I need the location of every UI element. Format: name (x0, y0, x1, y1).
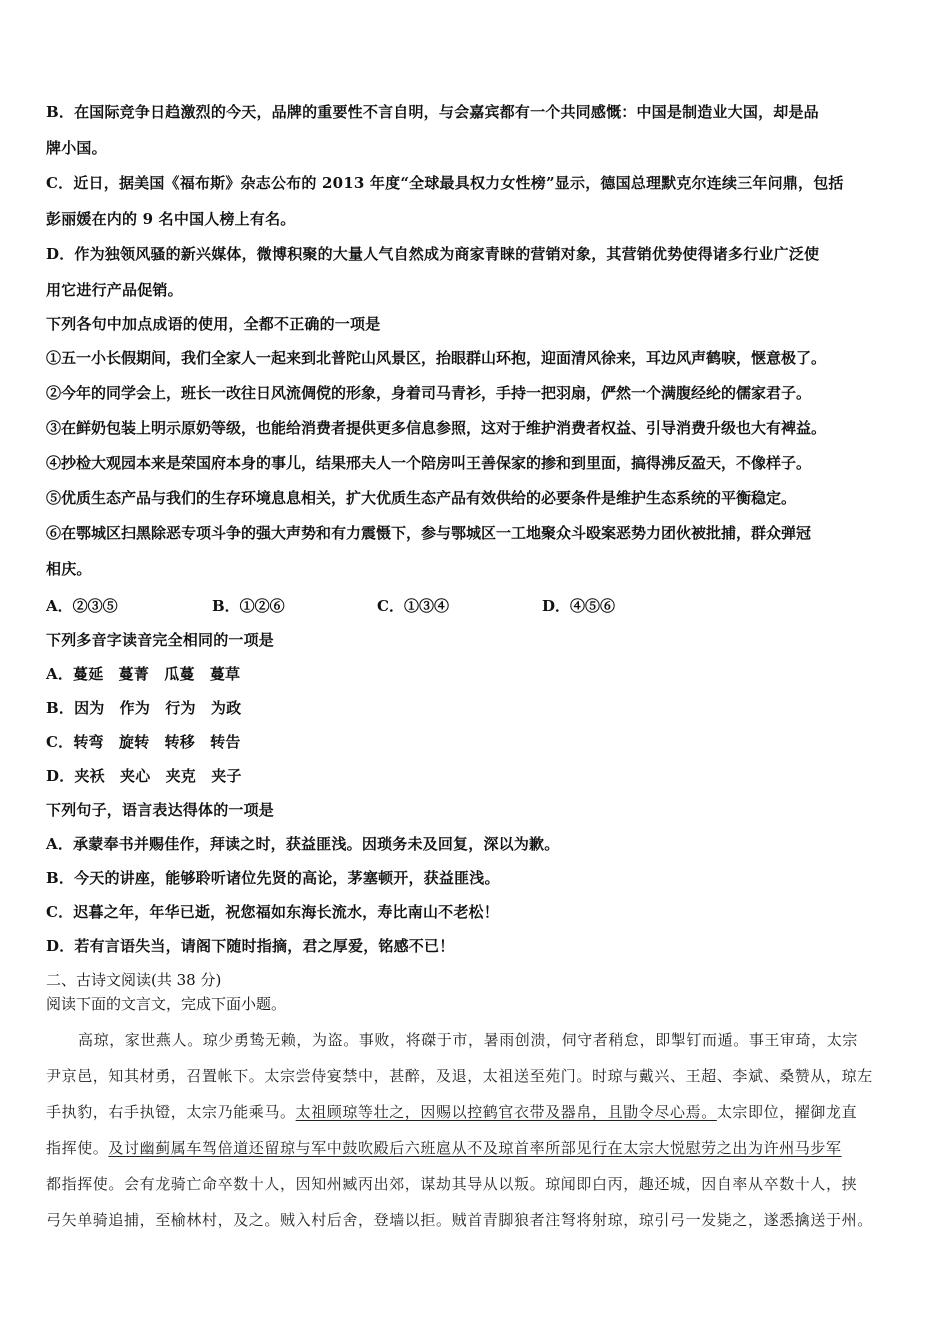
classical-text-line1: 高琼，家世燕人。琼少勇鸷无赖，为盗。事败，将磔于市，暑雨创溃，伺守者稍怠，即掣钉而遁。事王审琦，太宗 (78, 1031, 859, 1049)
section-2-title: 二、古诗文阅读(共 38 分) (46, 971, 222, 989)
classical-text-line4 (46, 1138, 918, 1158)
pinyin-question-stem: 下列多音字读音完全相同的一项是 (46, 631, 275, 649)
option-d-line2: 用它进行产品促销。 (46, 281, 183, 299)
underlined-sentence-1: 太祖顾琼等壮之，因赐以控鹤官衣带及器帛，且勖令尽心焉。 (295, 1103, 717, 1121)
expression-option-b[interactable]: B．今天的讲座，能够聆听诸位先贤的高论，茅塞顿开，获益匪浅。 (46, 869, 500, 887)
option-d-line1: D．作为独领风骚的新兴媒体，微博积聚的大量人气自然成为商家青睐的营销对象，其营销优势使得诸多行业广泛使 (46, 245, 820, 263)
option-c-line1: C．近日，据美国《福布斯》杂志公布的 2013 年度“全球最具权力女性榜”显示，德国总理默克尔连续三年问鼎，包括 (46, 174, 844, 192)
idiom-sentence-6-line2: 相庆。 (46, 560, 92, 578)
idiom-sentence-2: ②今年的同学会上，班长一改往日风流倜傥的形象，身着司马青衫，手持一把羽扇，俨然一个满腹经纶的儒家君子。 (46, 384, 812, 402)
classical-text-line3-a: 手执豹，右手执镫，太宗乃能乘马。 (46, 1103, 296, 1121)
pinyin-option-d[interactable]: D．夹袄 夹心 夹克 夹子 (46, 767, 242, 785)
idiom-sentence-5: ⑤优质生态产品与我们的生存环境息息相关，扩大优质生态产品有效供给的必要条件是维护生态系统的平衡稳定。 (46, 489, 797, 507)
expression-option-d[interactable]: D．若有言语失当，请阁下随时指摘，君之厚爱，铭感不已！ (46, 937, 455, 955)
idiom-sentence-1: ①五一小长假期间，我们全家人一起来到北普陀山风景区，抬眼群山环抱，迎面清风徐来，耳边风声鹤唳，惬意极了。 (46, 349, 827, 367)
classical-text-line3-c: 太宗即位，擢御龙直 (716, 1103, 858, 1121)
classical-text-line6: 弓矢单骑追捕，至榆林村，及之。贼入村后舍，登墙以拒。贼首青脚狼者注弩将射琼，琼引弓一发毙之，遂悉擒送于州。 (46, 1211, 873, 1229)
pinyin-option-a[interactable]: A．蔓延 蔓菁 瓜蔓 蔓草 (46, 665, 241, 683)
section-2-instruction: 阅读下面的文言文，完成下面小题。 (46, 995, 287, 1013)
expression-option-a[interactable]: A．承蒙奉书并赐佳作，拜读之时，获益匪浅。因琐务未及回复，深以为歉。 (46, 835, 560, 853)
idiom-sentence-6-line1: ⑥在鄂城区扫黑除恶专项斗争的强大声势和有力震慑下，参与鄂城区一工地聚众斗殴案恶势力团伙被批捕，群众弹冠 (46, 524, 812, 542)
idiom-option-d[interactable]: D．④⑤⑥ (542, 597, 616, 615)
idiom-sentence-3: ③在鲜奶包装上明示原奶等级，也能给消费者提供更多信息参照，这对于维护消费者权益、引导消费升级也大有裨益。 (46, 419, 827, 437)
expression-option-c[interactable]: C．迟暮之年，年华已逝，祝您福如东海长流水，寿比南山不老松！ (46, 903, 499, 921)
expression-question-stem: 下列句子，语言表达得体的一项是 (46, 801, 275, 819)
pinyin-option-b[interactable]: B．因为 作为 行为 为政 (46, 699, 242, 717)
idiom-question-stem: 下列各句中加点成语的使用，全都不正确的一项是 (46, 315, 381, 333)
option-b-line2: 牌小国。 (46, 139, 107, 157)
pinyin-option-c[interactable]: C．转弯 旋转 转移 转告 (46, 733, 241, 751)
idiom-option-b[interactable]: B．①②⑥ (212, 597, 285, 615)
idiom-option-c[interactable]: C．①③④ (377, 597, 449, 615)
classical-text-line5: 都指挥使。会有龙骑亡命卒数十人，因知州臧丙出郊，谋劫其导从以叛。琼闻即白丙，趣还城，因自率从卒数十人，挟 (46, 1175, 858, 1193)
classical-text-line4-a: 指挥使。 (46, 1139, 109, 1157)
option-c-line2: 彭丽媛在内的 9 名中国人榜上有名。 (46, 210, 296, 228)
classical-text-line3 (46, 1102, 918, 1122)
idiom-option-a[interactable]: A．②③⑤ (46, 597, 118, 615)
idiom-sentence-4: ④抄检大观园本来是荣国府本身的事儿，结果邢夫人一个陪房叫王善保家的掺和到里面，搞得沸反盈天，不像样子。 (46, 454, 812, 472)
underlined-sentence-2: 及讨幽蓟属车驾倍道还留琼与军中鼓吹殿后六班扈从不及琼首率所部见行在太宗大悦慰劳之出为许州马步军 (108, 1139, 842, 1157)
option-b-line1: B．在国际竞争日趋激烈的今天，品牌的重要性不言自明，与会嘉宾都有一个共同感慨：中国是制造业大国，却是品 (46, 103, 819, 121)
classical-text-line2: 尹京邑，知其材勇，召置帐下。太宗尝侍宴禁中，甚醉，及退，太祖送至苑门。时琼与戴兴、王超、李斌、桑赞从，琼左 (46, 1067, 873, 1085)
